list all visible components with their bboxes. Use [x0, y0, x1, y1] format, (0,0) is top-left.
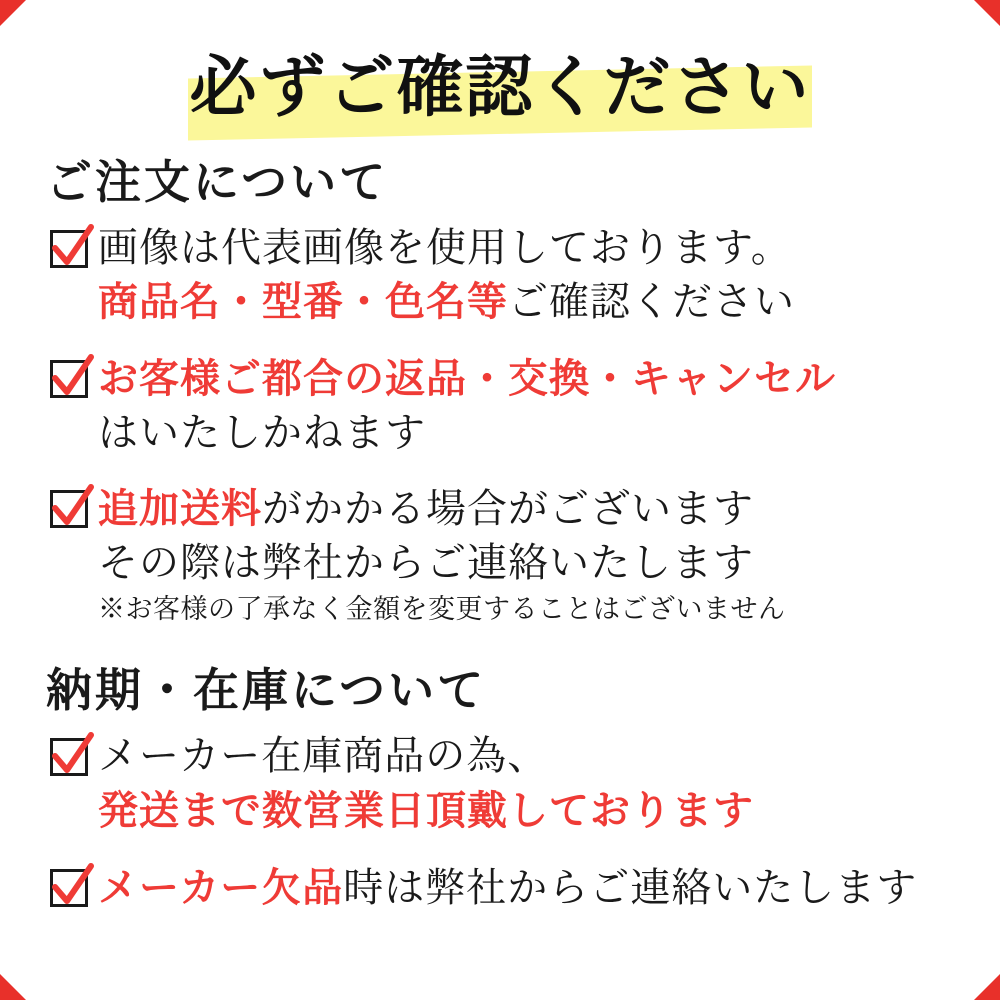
- notice-item: [40, 482, 960, 628]
- checkbox-checked-icon: [50, 360, 88, 398]
- emphasis-text: 追加送料: [98, 485, 262, 533]
- checkbox-checked-icon: [50, 869, 88, 907]
- notice-item: [40, 352, 960, 460]
- corner-wedge-top-right: [974, 0, 1000, 26]
- notice-item: [40, 861, 960, 916]
- checkbox-checked-icon: [50, 738, 88, 776]
- notice-line: [98, 784, 960, 839]
- section-heading: ご注文について: [46, 154, 389, 209]
- emphasis-text: 発送まで数営業日頂戴しております: [98, 787, 754, 835]
- notice-item-text: [98, 861, 960, 916]
- plain-text: はいたしかねます: [98, 409, 426, 456]
- notice-line: [98, 482, 960, 537]
- notice-line: [98, 407, 960, 461]
- notice-item-text: [98, 730, 960, 838]
- emphasis-text: メーカー欠品: [98, 863, 344, 911]
- corner-wedge-bottom-right: [974, 974, 1000, 1000]
- emphasis-text: 商品名・型番・色名等: [98, 278, 508, 326]
- corner-wedge-top-left: [0, 0, 26, 26]
- page-title: 必ずご確認ください: [189, 48, 811, 126]
- notice-item-text: [98, 352, 960, 460]
- notice-item-text: [98, 482, 960, 628]
- notice-item: [40, 222, 960, 330]
- notice-line: [98, 861, 960, 916]
- plain-text: メーカー在庫商品の為、: [98, 733, 549, 780]
- notice-item: [40, 730, 960, 838]
- section-heading: 納期・在庫について: [46, 663, 487, 718]
- notice-line: [98, 352, 960, 407]
- emphasis-text: お客様ご都合の返品・交換・キャンセル: [98, 354, 836, 402]
- notice-line: [98, 537, 960, 591]
- checkbox-checked-icon: [50, 490, 88, 528]
- checkbox-checked-icon: [50, 230, 88, 268]
- notice-footnote: ※お客様の了承なく金額を変更することはございません: [98, 594, 786, 626]
- corner-wedge-bottom-left: [0, 974, 26, 1000]
- plain-text: 時は弊社からご連絡いたします: [343, 864, 918, 911]
- notice-item-text: [98, 222, 960, 330]
- plain-text: がかかる場合がございます: [262, 486, 754, 533]
- plain-text: ご確認ください: [508, 279, 795, 326]
- page-title-wrap: [40, 46, 960, 130]
- notice-line: [98, 222, 960, 276]
- notice-line: [98, 730, 960, 784]
- sections-container: [40, 146, 960, 916]
- notice-line: [98, 275, 960, 330]
- plain-text: その際は弊社からご連絡いたします: [98, 539, 754, 586]
- plain-text: 画像は代表画像を使用しております。: [98, 224, 792, 271]
